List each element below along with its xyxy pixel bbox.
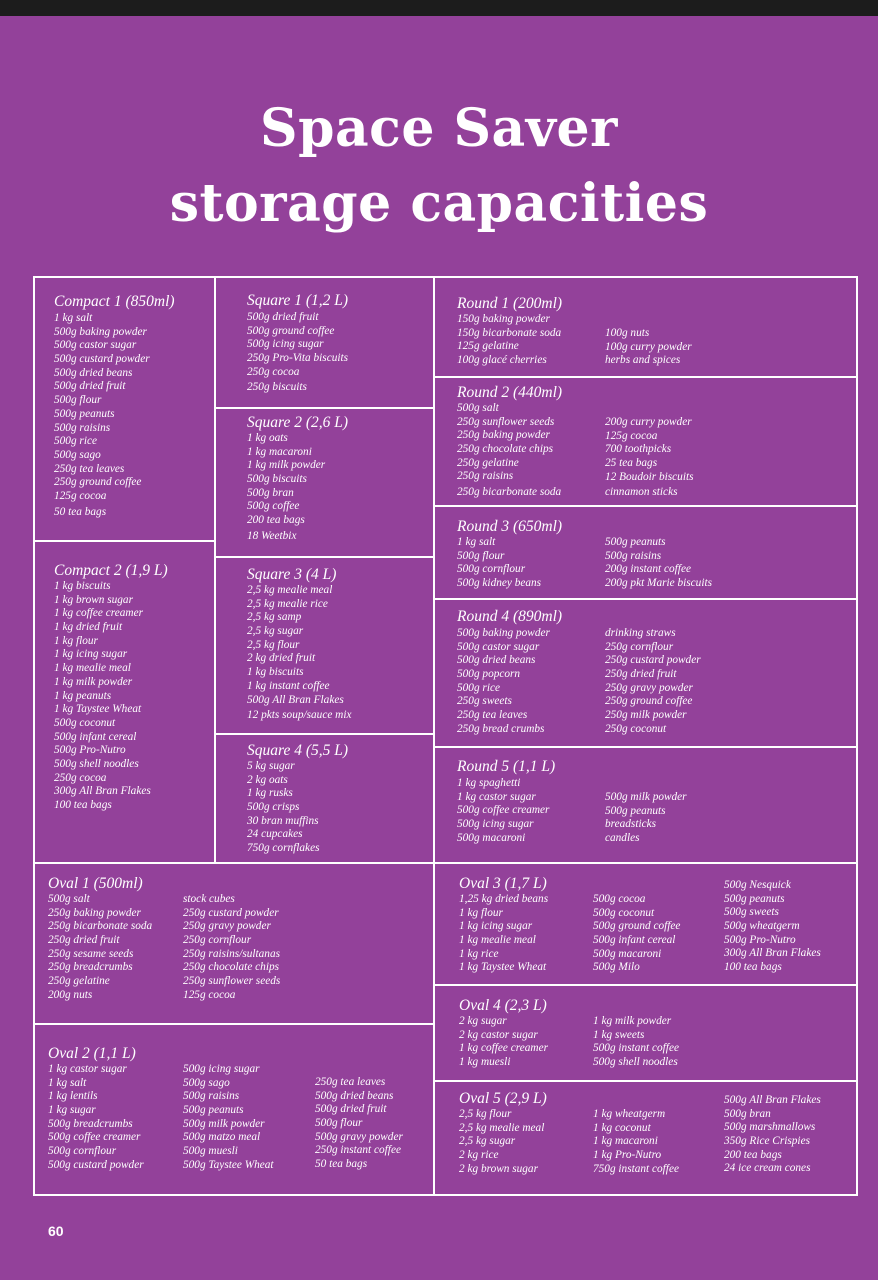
item-list bbox=[593, 1015, 679, 1070]
container-name: Compact 2 (1,9 L) bbox=[54, 562, 168, 579]
list-item: 250g raisins/sultanas bbox=[183, 947, 280, 960]
list-item: 500g Milo bbox=[593, 961, 640, 974]
list-item: 500g sweets bbox=[724, 906, 779, 919]
list-item: 30 bran muffins bbox=[247, 814, 319, 827]
list-item: 125g gelatine bbox=[457, 340, 519, 353]
list-item: 500g ground coffee bbox=[593, 920, 681, 933]
page-title-line-2: storage capacities bbox=[169, 173, 709, 234]
page-title-line-1: Space Saver bbox=[260, 98, 618, 159]
list-item: 1 kg rice bbox=[459, 947, 499, 960]
list-item: 500g salt bbox=[457, 402, 499, 414]
list-item: 250g gelatine bbox=[48, 975, 110, 988]
list-item: 500g cocoa bbox=[593, 893, 646, 905]
list-item: 500g Taystee Wheat bbox=[183, 1158, 274, 1171]
container-name: Oval 5 (2,9 L) bbox=[459, 1090, 547, 1107]
list-item: 1 kg salt bbox=[54, 312, 93, 324]
list-item: 1 kg sweets bbox=[593, 1028, 645, 1041]
list-item: 500g bran bbox=[247, 486, 294, 499]
list-item: 500g biscuits bbox=[247, 473, 307, 486]
container-name: Oval 1 (500ml) bbox=[48, 875, 143, 892]
list-item: 700 toothpicks bbox=[605, 443, 672, 456]
list-item: 1 kg Taystee Wheat bbox=[54, 703, 142, 716]
list-item: 1 kg lentils bbox=[48, 1090, 98, 1103]
list-item: 2,5 kg samp bbox=[247, 611, 302, 624]
list-item: 1 kg macaroni bbox=[247, 445, 312, 458]
list-item: 500g flour bbox=[315, 1117, 363, 1130]
list-item: 500g castor sugar bbox=[54, 339, 137, 352]
item-list bbox=[605, 536, 712, 591]
item-list bbox=[457, 313, 561, 368]
list-item: 500g peanuts bbox=[183, 1104, 244, 1117]
list-item: 1,25 kg dried beans bbox=[459, 893, 549, 905]
list-item: 1 kg brown sugar bbox=[54, 593, 133, 606]
list-item: 500g icing sugar bbox=[183, 1063, 260, 1075]
list-item: 1 kg biscuits bbox=[247, 666, 304, 679]
item-list bbox=[605, 791, 687, 846]
list-item: 500g dried fruit bbox=[54, 380, 126, 393]
list-item: 500g wheatgerm bbox=[724, 920, 800, 933]
list-item: 2,5 kg mealie meal bbox=[247, 584, 333, 596]
list-item: drinking straws bbox=[605, 627, 676, 639]
list-item: 2 kg oats bbox=[247, 773, 288, 786]
list-item: 500g gravy powder bbox=[315, 1130, 403, 1143]
list-item: 2 kg sugar bbox=[459, 1015, 507, 1027]
list-item: 500g matzo meal bbox=[183, 1131, 261, 1144]
list-item: 250g custard powder bbox=[605, 654, 701, 667]
list-item: 100 tea bags bbox=[54, 799, 112, 811]
container-name: Square 2 (2,6 L) bbox=[247, 414, 349, 431]
list-item: 500g macaroni bbox=[457, 831, 526, 844]
list-item: 250g ground coffee bbox=[605, 695, 693, 708]
list-item: 125g cocoa bbox=[183, 988, 236, 1001]
container-name: Square 4 (5,5 L) bbox=[247, 742, 349, 759]
list-item: 250g cornflour bbox=[605, 640, 674, 653]
list-item: 2,5 kg mealie rice bbox=[247, 597, 328, 610]
list-item: 250g baking powder bbox=[457, 429, 550, 442]
list-item: 12 pkts soup/sauce mix bbox=[247, 709, 352, 722]
list-item: 1 kg sugar bbox=[48, 1104, 96, 1117]
list-item: 500g muesli bbox=[183, 1145, 238, 1158]
list-item: 500g icing sugar bbox=[247, 338, 324, 351]
list-item: 1 kg flour bbox=[54, 634, 98, 647]
list-item: 250g custard powder bbox=[183, 906, 279, 919]
item-list bbox=[605, 416, 694, 500]
list-item: 200g nuts bbox=[48, 988, 93, 1001]
list-item: 100 tea bags bbox=[724, 961, 782, 974]
item-list bbox=[605, 327, 692, 368]
list-item: 250g coconut bbox=[605, 722, 667, 735]
item-list bbox=[247, 584, 351, 723]
list-item: 500g Pro-Nutro bbox=[54, 744, 126, 757]
list-item: 750g cornflakes bbox=[247, 842, 320, 855]
list-item: 250g sweets bbox=[457, 695, 512, 708]
list-item: 2 kg dried fruit bbox=[247, 652, 316, 665]
list-item: 500g sago bbox=[54, 448, 101, 461]
list-item: 500g salt bbox=[48, 893, 90, 905]
item-list bbox=[183, 1063, 274, 1173]
list-item: 500g shell noodles bbox=[593, 1056, 678, 1069]
list-item: 250g raisins bbox=[457, 470, 514, 483]
list-item: 300g All Bran Flakes bbox=[54, 785, 151, 798]
list-item: 1 kg mealie meal bbox=[54, 662, 131, 675]
list-item: 250g gravy powder bbox=[183, 920, 271, 933]
list-item: 200g curry powder bbox=[605, 416, 692, 428]
container-name: Oval 4 (2,3 L) bbox=[459, 997, 547, 1014]
list-item: 25 tea bags bbox=[605, 457, 658, 470]
item-list bbox=[593, 1108, 679, 1176]
list-item: 500g ground coffee bbox=[247, 324, 335, 337]
list-item: 250g chocolate chips bbox=[457, 443, 554, 456]
list-item: 200 tea bags bbox=[247, 514, 305, 527]
list-item: 1 kg mealie meal bbox=[459, 934, 536, 947]
list-item: 500g instant coffee bbox=[593, 1042, 679, 1055]
list-item: 500g infant cereal bbox=[593, 934, 676, 947]
list-item: candles bbox=[605, 832, 640, 845]
list-item: 500g shell noodles bbox=[54, 757, 139, 770]
list-item: 250g tea leaves bbox=[315, 1076, 386, 1088]
list-item: 500g infant cereal bbox=[54, 730, 137, 743]
list-item: 500g raisins bbox=[605, 549, 662, 562]
list-item: 250g milk powder bbox=[605, 709, 687, 722]
list-item: 200 tea bags bbox=[724, 1148, 782, 1161]
list-item: 500g coconut bbox=[54, 716, 116, 729]
list-item: 250g gravy powder bbox=[605, 681, 693, 694]
list-item: 250g gelatine bbox=[457, 456, 519, 469]
list-item: 500g marshmallows bbox=[724, 1121, 816, 1134]
list-item: 1 kg coconut bbox=[593, 1121, 651, 1134]
list-item: 1 kg Taystee Wheat bbox=[459, 961, 547, 974]
list-item: 1 kg castor sugar bbox=[457, 790, 536, 803]
list-item: 500g dried fruit bbox=[315, 1103, 387, 1116]
list-item: 500g milk powder bbox=[605, 791, 687, 803]
list-item: 500g castor sugar bbox=[457, 640, 540, 653]
list-item: 2 kg rice bbox=[459, 1149, 499, 1162]
item-list bbox=[247, 311, 348, 395]
item-list bbox=[247, 760, 319, 856]
list-item: 500g peanuts bbox=[605, 804, 666, 817]
container-name: Oval 3 (1,7 L) bbox=[459, 875, 547, 892]
list-item: 1 kg icing sugar bbox=[459, 920, 533, 933]
list-item: 500g peanuts bbox=[724, 892, 785, 905]
list-item: 50 tea bags bbox=[54, 505, 107, 518]
list-item: 500g All Bran Flakes bbox=[724, 1094, 821, 1106]
list-item: 125g cocoa bbox=[54, 489, 107, 502]
list-item: 1 kg castor sugar bbox=[48, 1063, 127, 1075]
list-item: 500g dried beans bbox=[315, 1089, 394, 1102]
list-item: 500g Pro-Nutro bbox=[724, 933, 796, 946]
list-item: 500g macaroni bbox=[593, 947, 662, 960]
list-item: 250g sesame seeds bbox=[48, 947, 134, 960]
list-item: 1 kg milk powder bbox=[247, 459, 326, 472]
list-item: 500g rice bbox=[457, 681, 500, 694]
list-item: 1 kg instant coffee bbox=[247, 679, 330, 692]
list-item: 500g coffee creamer bbox=[48, 1131, 141, 1144]
list-item: 500g coffee bbox=[247, 500, 300, 513]
list-item: 18 Weetbix bbox=[247, 529, 297, 542]
list-item: 1 kg salt bbox=[48, 1076, 87, 1089]
list-item: 500g All Bran Flakes bbox=[247, 693, 344, 706]
list-item: 300g All Bran Flakes bbox=[724, 947, 821, 960]
list-item: 500g custard powder bbox=[54, 353, 150, 366]
list-item: 250g biscuits bbox=[247, 381, 307, 394]
list-item: 1 kg dried fruit bbox=[54, 621, 123, 634]
container-name: Round 3 (650ml) bbox=[457, 518, 563, 535]
container-name: Round 2 (440ml) bbox=[457, 384, 563, 401]
list-item: 2 kg castor sugar bbox=[459, 1028, 538, 1041]
list-item: 1 kg coffee creamer bbox=[54, 607, 143, 620]
list-item: 250g baking powder bbox=[48, 906, 141, 919]
list-item: 250g cocoa bbox=[247, 365, 300, 378]
list-item: 500g popcorn bbox=[457, 668, 521, 681]
list-item: cinnamon sticks bbox=[605, 486, 678, 499]
list-item: 500g coffee creamer bbox=[457, 804, 550, 817]
list-item: 500g peanuts bbox=[54, 407, 115, 420]
list-item: 500g icing sugar bbox=[457, 818, 534, 831]
list-item: 2,5 kg mealie meal bbox=[459, 1121, 545, 1134]
list-item: 1 kg rusks bbox=[247, 787, 293, 800]
item-list bbox=[593, 893, 680, 975]
list-item: 500g custard powder bbox=[48, 1158, 144, 1171]
item-list bbox=[48, 1063, 144, 1173]
list-item: 1 kg Pro-Nutro bbox=[593, 1149, 662, 1162]
list-item: 1 kg oats bbox=[247, 432, 288, 444]
list-item: 2,5 kg flour bbox=[247, 638, 300, 651]
list-item: 250g ground coffee bbox=[54, 476, 142, 489]
list-item: 500g milk powder bbox=[183, 1117, 265, 1130]
list-item: 1 kg spaghetti bbox=[457, 777, 521, 789]
list-item: herbs and spices bbox=[605, 354, 681, 367]
list-item: 1 kg macaroni bbox=[593, 1135, 658, 1148]
list-item: 500g crisps bbox=[247, 801, 300, 814]
page-number: 60 bbox=[48, 1223, 64, 1239]
container-name: Square 3 (4 L) bbox=[247, 566, 337, 583]
list-item: 500g baking powder bbox=[457, 627, 550, 639]
list-item: 500g breadcrumbs bbox=[48, 1117, 133, 1130]
list-item: 500g sago bbox=[183, 1076, 230, 1089]
item-list bbox=[54, 580, 151, 813]
list-item: 500g dried beans bbox=[54, 366, 133, 379]
item-list bbox=[457, 777, 549, 845]
list-item: 500g flour bbox=[54, 394, 102, 407]
container-name: Round 4 (890ml) bbox=[457, 608, 563, 625]
list-item: 250g sunflower seeds bbox=[183, 975, 281, 988]
item-list bbox=[459, 893, 548, 975]
list-item: 350g Rice Crispies bbox=[724, 1135, 810, 1148]
list-item: 1 kg icing sugar bbox=[54, 648, 128, 661]
list-item: 250g cocoa bbox=[54, 771, 107, 784]
container-name: Compact 1 (850ml) bbox=[54, 293, 175, 310]
item-list bbox=[457, 402, 561, 500]
container-name: Oval 2 (1,1 L) bbox=[48, 1045, 136, 1062]
list-item: 1 kg milk powder bbox=[593, 1015, 672, 1027]
list-item: 50 tea bags bbox=[315, 1158, 368, 1171]
list-item: 500g bran bbox=[724, 1107, 771, 1120]
list-item: 250g tea leaves bbox=[54, 462, 125, 475]
list-item: 250g instant coffee bbox=[315, 1144, 401, 1157]
list-item: 250g Pro-Vita biscuits bbox=[247, 352, 349, 365]
list-item: 500g peanuts bbox=[605, 536, 666, 548]
list-item: 2,5 kg sugar bbox=[459, 1135, 516, 1148]
item-list bbox=[459, 1108, 544, 1176]
list-item: 500g coconut bbox=[593, 906, 655, 919]
list-item: 150g baking powder bbox=[457, 313, 550, 325]
list-item: breadsticks bbox=[605, 818, 657, 831]
list-item: 500g raisins bbox=[54, 421, 111, 434]
list-item: 1 kg flour bbox=[459, 906, 503, 919]
list-item: 2,5 kg flour bbox=[459, 1108, 512, 1120]
list-item: 5 kg sugar bbox=[247, 760, 295, 772]
list-item: 24 ice cream cones bbox=[724, 1162, 811, 1175]
list-item: 250g chocolate chips bbox=[183, 961, 280, 974]
list-item: 500g Nesquick bbox=[724, 879, 791, 891]
container-name: Round 5 (1,1 L) bbox=[457, 758, 556, 775]
list-item: 200g pkt Marie biscuits bbox=[605, 577, 712, 590]
list-item: 250g tea leaves bbox=[457, 709, 528, 722]
list-item: 1 kg wheatgerm bbox=[593, 1108, 666, 1120]
list-item: 1 kg coffee creamer bbox=[459, 1042, 548, 1055]
list-item: 1 kg biscuits bbox=[54, 580, 111, 592]
list-item: 1 kg milk powder bbox=[54, 675, 133, 688]
item-list bbox=[315, 1076, 403, 1172]
list-item: 250g bicarbonate soda bbox=[48, 920, 153, 933]
list-item: 500g dried fruit bbox=[247, 311, 319, 323]
list-item: 250g bicarbonate soda bbox=[457, 486, 562, 499]
list-item: 500g kidney beans bbox=[457, 577, 542, 590]
list-item: 2 kg brown sugar bbox=[459, 1162, 538, 1175]
list-item: 2,5 kg sugar bbox=[247, 625, 304, 638]
list-item: 1 kg muesli bbox=[459, 1056, 511, 1069]
container-name: Square 1 (1,2 L) bbox=[247, 292, 349, 309]
list-item: 24 cupcakes bbox=[247, 828, 303, 841]
list-item: 150g bicarbonate soda bbox=[457, 326, 562, 339]
container-name: Round 1 (200ml) bbox=[457, 295, 563, 312]
list-item: 500g raisins bbox=[183, 1090, 240, 1103]
list-item: 500g cornflour bbox=[48, 1145, 117, 1158]
list-item: 100g curry powder bbox=[605, 340, 692, 353]
list-item: 500g rice bbox=[54, 435, 97, 448]
list-item: 250g dried fruit bbox=[605, 668, 677, 681]
list-item: 250g sunflower seeds bbox=[457, 415, 555, 428]
list-item: 500g baking powder bbox=[54, 325, 147, 338]
list-item: 250g dried fruit bbox=[48, 934, 120, 947]
list-item: 500g dried beans bbox=[457, 654, 536, 667]
item-list bbox=[457, 536, 541, 591]
item-list bbox=[459, 1015, 548, 1070]
item-list bbox=[605, 627, 701, 737]
list-item: 100g glacé cherries bbox=[457, 354, 547, 367]
list-item: 1 kg salt bbox=[457, 536, 496, 548]
list-item: 200g instant coffee bbox=[605, 563, 691, 576]
list-item: 500g flour bbox=[457, 549, 505, 562]
list-item: 12 Boudoir biscuits bbox=[605, 470, 694, 483]
list-item: 500g cornflour bbox=[457, 563, 526, 576]
list-item: stock cubes bbox=[183, 893, 235, 905]
list-item: 250g cornflour bbox=[183, 934, 252, 947]
item-list bbox=[457, 627, 550, 737]
list-item: 250g bread crumbs bbox=[457, 722, 545, 735]
item-list bbox=[48, 893, 152, 1003]
list-item: 125g cocoa bbox=[605, 429, 658, 442]
list-item: 250g breadcrumbs bbox=[48, 961, 133, 974]
item-list bbox=[724, 1094, 821, 1176]
top-bar bbox=[0, 0, 878, 16]
item-list bbox=[247, 432, 325, 544]
list-item: 1 kg peanuts bbox=[54, 689, 112, 702]
list-item: 750g instant coffee bbox=[593, 1162, 679, 1175]
item-list bbox=[54, 312, 150, 519]
item-list bbox=[724, 879, 821, 975]
item-list bbox=[183, 893, 280, 1003]
list-item: 100g nuts bbox=[605, 327, 650, 339]
